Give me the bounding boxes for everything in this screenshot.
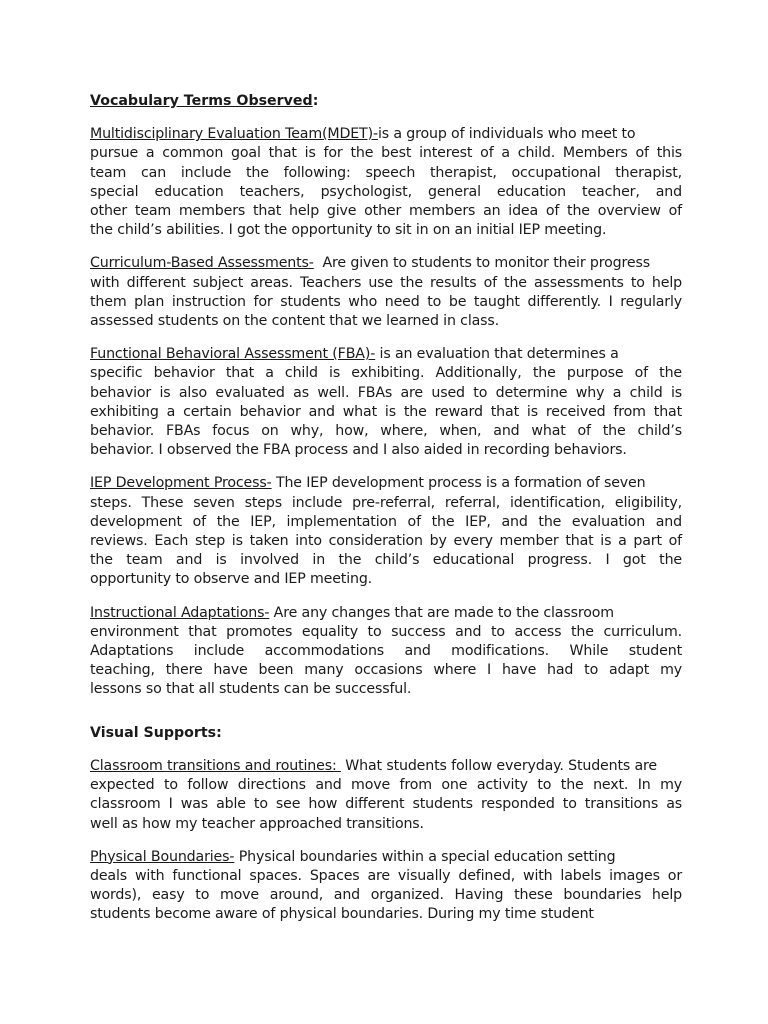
entry-term: Multidisciplinary Evaluation Team(MDET)- xyxy=(90,126,378,143)
entry-line: environment that promotes equality to success and to access the curriculum. xyxy=(90,623,682,640)
vocab-entry xyxy=(90,345,682,460)
entry-line: specific behavior that a child is exhibiting. Additionally, the purpose of the xyxy=(90,365,682,382)
entry-term: Curriculum-Based Assessments- xyxy=(90,255,314,272)
entry-line: with different subject areas. Teachers use the results of the assessments to help xyxy=(90,274,682,291)
entry-text: Physical boundaries within a special education setting xyxy=(234,848,616,865)
entry-line: other team members that help give other members an idea of the overview of xyxy=(90,203,682,220)
vocab-entry xyxy=(90,254,682,331)
entry-term: Instructional Adaptations- xyxy=(90,604,270,621)
entry-line: assessed students on the content that we learned in class. xyxy=(90,313,499,330)
entry-line xyxy=(90,345,682,364)
entry-line: team can include the following: speech therapist, occupational therapist, xyxy=(90,164,682,181)
entry-line: the team and is involved in the child’s educational progress. I got the xyxy=(90,552,682,569)
vocabulary-heading-colon: : xyxy=(312,93,319,109)
entry-line: classroom I was able to see how different students responded to transitions as xyxy=(90,796,682,813)
entry-line: reviews. Each step is taken into consideration by every member that is a part of xyxy=(90,533,682,550)
entry-text: Are any changes that are made to the classroom xyxy=(269,604,614,621)
entry-line: students become aware of physical boundaries. During my time student xyxy=(90,906,594,923)
entry-line: special education teachers, psychologist, general education teacher, and xyxy=(90,183,682,200)
entry-text: The IEP development process is a formation of seven xyxy=(271,475,646,492)
entry-line xyxy=(90,604,682,623)
entry-line: opportunity to observe and IEP meeting. xyxy=(90,571,373,588)
entry-line: development of the IEP, implementation of the IEP, and the evaluation and xyxy=(90,513,682,530)
visual-entry xyxy=(90,757,682,834)
vocabulary-entries xyxy=(90,125,682,699)
vocab-entry xyxy=(90,125,682,240)
visual-supports-heading-text: Visual Supports xyxy=(90,724,217,741)
vocab-entry xyxy=(90,604,682,700)
entry-line: pursue a common goal that is for the best interest of a child. Members of this xyxy=(90,145,682,162)
entry-line: steps. These seven steps include pre-referral, referral, identification, eligibility, xyxy=(90,494,682,511)
entry-line: behavior is also evaluated as well. FBAs are used to determine why a child is xyxy=(90,384,682,401)
entry-line: the child’s abilities. I got the opportunity to sit in on an initial IEP meeting. xyxy=(90,222,607,239)
entry-term: Physical Boundaries- xyxy=(90,848,235,865)
entry-line: lessons so that all students can be successful. xyxy=(90,681,412,698)
visual-supports-heading xyxy=(90,724,682,743)
entry-text: is a group of individuals who meet to xyxy=(377,126,636,143)
document-page xyxy=(90,92,682,939)
entry-line: teaching, there have been many occasions where I have had to adapt my xyxy=(90,662,682,679)
entry-line xyxy=(90,474,682,493)
entry-text: is an evaluation that determines a xyxy=(375,346,619,363)
entry-term: IEP Development Process- xyxy=(90,475,272,492)
entry-line: well as how my teacher approached transitions. xyxy=(90,815,424,832)
entry-text: What students follow everyday. Students are xyxy=(340,757,657,774)
entry-line xyxy=(90,254,682,273)
entry-term: Functional Behavioral Assessment (FBA)- xyxy=(90,346,376,363)
entry-line: expected to follow directions and move from one activity to the next. In my xyxy=(90,777,682,794)
vocabulary-heading xyxy=(90,92,682,111)
entry-line: them plan instruction for students who need to be taught differently. I regularly xyxy=(90,293,682,310)
visual-supports-heading-colon: : xyxy=(216,724,222,741)
entry-line: behavior. FBAs focus on why, how, where, when, and what of the child’s xyxy=(90,423,682,440)
vocabulary-heading-text: Vocabulary Terms Observed xyxy=(90,93,313,109)
entry-line xyxy=(90,125,682,144)
entry-line xyxy=(90,757,682,776)
entry-line: behavior. I observed the FBA process and I also aided in recording behaviors. xyxy=(90,442,627,459)
entry-line: exhibiting a certain behavior and what is the reward that is received from that xyxy=(90,403,682,420)
entry-line: Adaptations include accommodations and modifications. While student xyxy=(90,643,682,660)
visual-entry xyxy=(90,848,682,925)
visual-supports-entries xyxy=(90,757,682,925)
vocab-entry xyxy=(90,474,682,589)
entry-line: deals with functional spaces. Spaces are visually defined, with labels images or xyxy=(90,867,682,884)
entry-line: words), easy to move around, and organized. Having these boundaries help xyxy=(90,887,682,904)
entry-line xyxy=(90,848,682,867)
entry-text: Are given to students to monitor their progress xyxy=(313,255,650,272)
entry-term: Classroom transitions and routines: xyxy=(90,757,341,774)
